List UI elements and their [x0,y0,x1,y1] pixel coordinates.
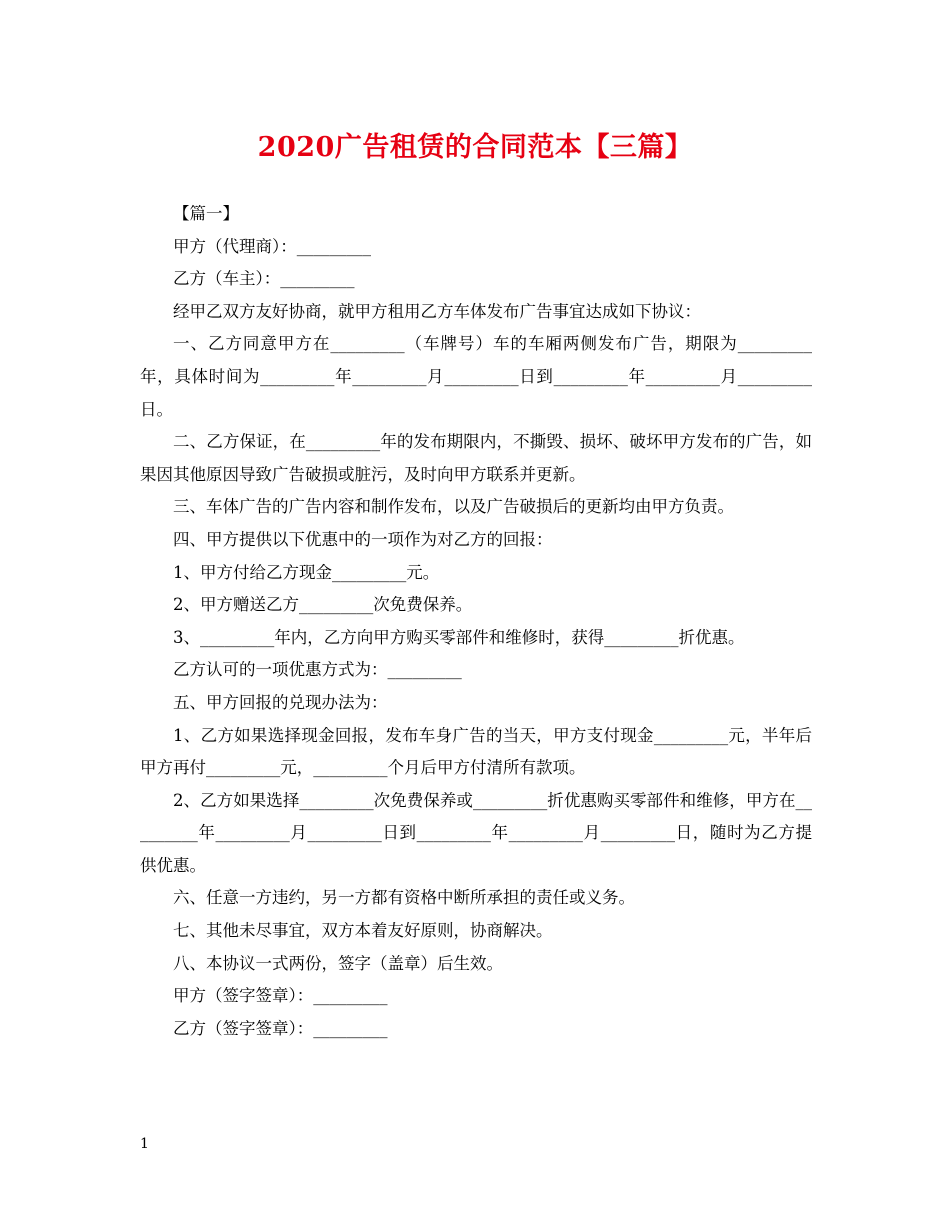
paragraph: 八、本协议一式两份，签字（盖章）后生效。 [173,953,503,973]
paragraph: 三、车体广告的广告内容和制作发布，以及广告破损后的更新均由甲方负责。 [173,497,734,517]
paragraph: 乙方认可的一项优惠方式为：_________ [173,660,462,680]
paragraph: 1、甲方付给乙方现金_________元。 [173,562,440,582]
page-number: 1 [140,1136,149,1152]
paragraph: 2、甲方赠送乙方_________次免费保养。 [173,595,473,615]
section-heading: 【篇一】 [173,204,239,223]
paragraph: 六、任意一方违约，另一方都有资格中断所承担的责任或义务。 [173,888,635,908]
paragraph: 乙方（车主）：_________ [173,269,355,289]
paragraph: 五、甲方回报的兑现办法为： [173,692,388,712]
paragraph: 2、乙方如果选择_________次免费保养或_________折优惠购买零部件和维修，甲方在_________年_________月_________日到_________年_________月_________日，随时为乙方提供优惠。 [140,790,812,875]
paragraph: 1、乙方如果选择现金回报，发布车身广告的当天，甲方支付现金_________元，半年后甲方再付_________元，_________个月后甲方付清所有款项。 [140,725,812,778]
paragraph: 甲方（签字签章）：_________ [173,986,388,1006]
paragraph: 甲方（代理商）：_________ [173,236,371,256]
paragraph: 乙方（签字签章）：_________ [173,1018,388,1038]
paragraph: 一、乙方同意甲方在_________（车牌号）车的车厢两侧发布广告，期限为_________年，具体时间为_________年_________月_________日到_________年_________月_________日。 [140,334,812,419]
paragraph: 经甲乙双方友好协商，就甲方租用乙方车体发布广告事宜达成如下协议： [173,301,701,321]
paragraph: 七、其他未尽事宜，双方本着友好原则，协商解决。 [173,921,553,941]
paragraph: 二、乙方保证，在_________年的发布期限内，不撕毁、损坏、破坏甲方发布的广告，如果因其他原因导致广告破损或脏污，及时向甲方联系并更新。 [140,432,812,484]
document-body [140,198,812,1045]
paragraph: 3、_________年内，乙方向甲方购买零部件和维修时，获得_________折优惠。 [173,627,745,647]
paragraph: 四、甲方提供以下优惠中的一项作为对乙方的回报： [173,529,553,549]
document-title: 2020广告租赁的合同范本【三篇】 [257,132,693,163]
